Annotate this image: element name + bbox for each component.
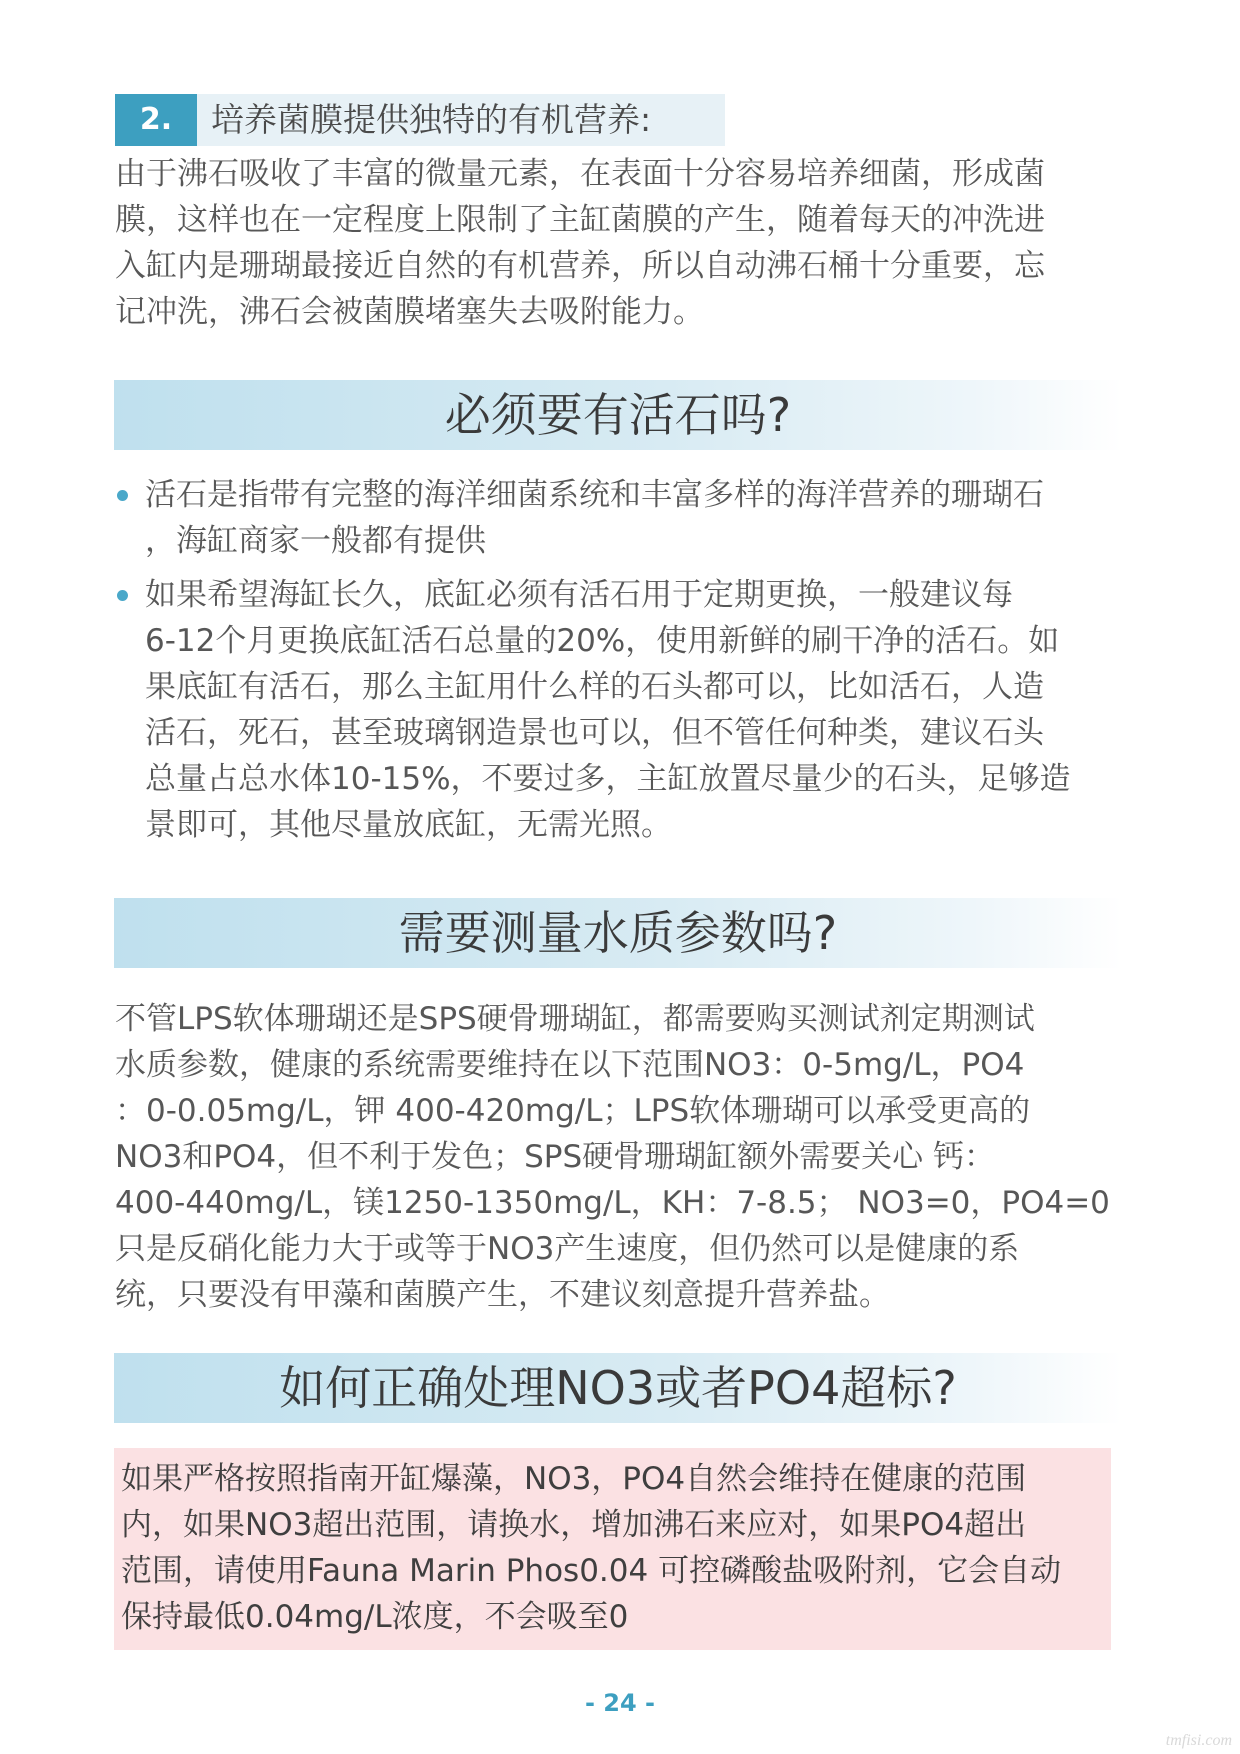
text-line: 由于沸石吸收了丰富的微量元素，在表面十分容易培养细菌，形成菌: [115, 156, 1045, 192]
text-line: 活石，死石，甚至玻璃钢造景也可以，但不管任何种类，建议石头: [145, 715, 1044, 751]
text-line: 保持最低0.04mg/L浓度，不会吸至0: [121, 1599, 629, 1635]
watermark: tmfisi.com: [1165, 1732, 1232, 1749]
section-banner-water-params: [114, 898, 1122, 968]
section2-paragraph: [115, 151, 1125, 335]
bullet-text: [145, 572, 1071, 848]
text-line: 统，只要没有甲藻和菌膜产生，不建议刻意提升营养盐。: [115, 1277, 890, 1313]
section-number: 2.: [115, 94, 197, 146]
text-line: 如果希望海缸长久，底缸必须有活石用于定期更换，一般建议每: [145, 577, 1013, 613]
page-number: - 24 -: [584, 1689, 656, 1717]
banner-title: 必须要有活石吗?: [444, 388, 792, 442]
section-banner-live-rock: [114, 380, 1122, 450]
text-line: 不管LPS软体珊瑚还是SPS硬骨珊瑚缸，都需要购买测试剂定期测试: [115, 1001, 1035, 1037]
text-line: 水质参数，健康的系统需要维持在以下范围NO3：0-5mg/L，PO4: [115, 1047, 1025, 1083]
bullet-text: [145, 472, 1044, 564]
text-line: 活石是指带有完整的海洋细菌系统和丰富多样的海洋营养的珊瑚石: [145, 477, 1044, 513]
text-line: 如果严格按照指南开缸爆藻，NO3，PO4自然会维持在健康的范围: [121, 1461, 1027, 1497]
text-line: ，海缸商家一般都有提供: [145, 523, 486, 559]
no3-po4-paragraph: [121, 1456, 1131, 1640]
bullet-dot-icon: [117, 590, 128, 601]
text-line: ：0-0.05mg/L，钾 400-420mg/L；LPS软体珊瑚可以承受更高的: [115, 1093, 1031, 1129]
text-line: 膜，这样也在一定程度上限制了主缸菌膜的产生，随着每天的冲洗进: [115, 202, 1045, 238]
bullet-dot-icon: [117, 490, 128, 501]
text-line: 景即可，其他尽量放底缸，无需光照。: [145, 807, 672, 843]
text-line: 400-440mg/L，镁1250-1350mg/L，KH：7-8.5； NO3=0，PO4=0: [115, 1185, 1110, 1221]
water-params-paragraph: [115, 996, 1125, 1318]
text-line: NO3和PO4，但不利于发色；SPS硬骨珊瑚缸额外需要关心 钙：: [115, 1139, 996, 1175]
text-line: 果底缸有活石，那么主缸用什么样的石头都可以，比如活石，人造: [145, 669, 1044, 705]
section-banner-no3-po4: [114, 1353, 1122, 1423]
text-line: 入缸内是珊瑚最接近自然的有机营养，所以自动沸石桶十分重要，忘: [115, 248, 1045, 284]
banner-title: 如何正确处理NO3或者PO4超标?: [279, 1361, 957, 1415]
numbered-subheading: [115, 94, 725, 146]
subheading-title: 培养菌膜提供独特的有机营养:: [211, 100, 652, 139]
text-line: 记冲洗，沸石会被菌膜堵塞失去吸附能力。: [115, 294, 704, 330]
text-line: 范围，请使用Fauna Marin Phos0.04 可控磷酸盐吸附剂，它会自动: [121, 1553, 1062, 1589]
text-line: 总量占总水体10-15%，不要过多，主缸放置尽量少的石头，足够造: [145, 761, 1071, 797]
text-line: 6-12个月更换底缸活石总量的20%，使用新鲜的刷干净的活石。如: [145, 623, 1060, 659]
text-line: 内，如果NO3超出范围，请换水，增加沸石来应对，如果PO4超出: [121, 1507, 1027, 1543]
highlight-box: [114, 1448, 1111, 1650]
banner-title: 需要测量水质参数吗?: [398, 906, 838, 960]
text-line: 只是反硝化能力大于或等于NO3产生速度，但仍然可以是健康的系: [115, 1231, 1020, 1267]
